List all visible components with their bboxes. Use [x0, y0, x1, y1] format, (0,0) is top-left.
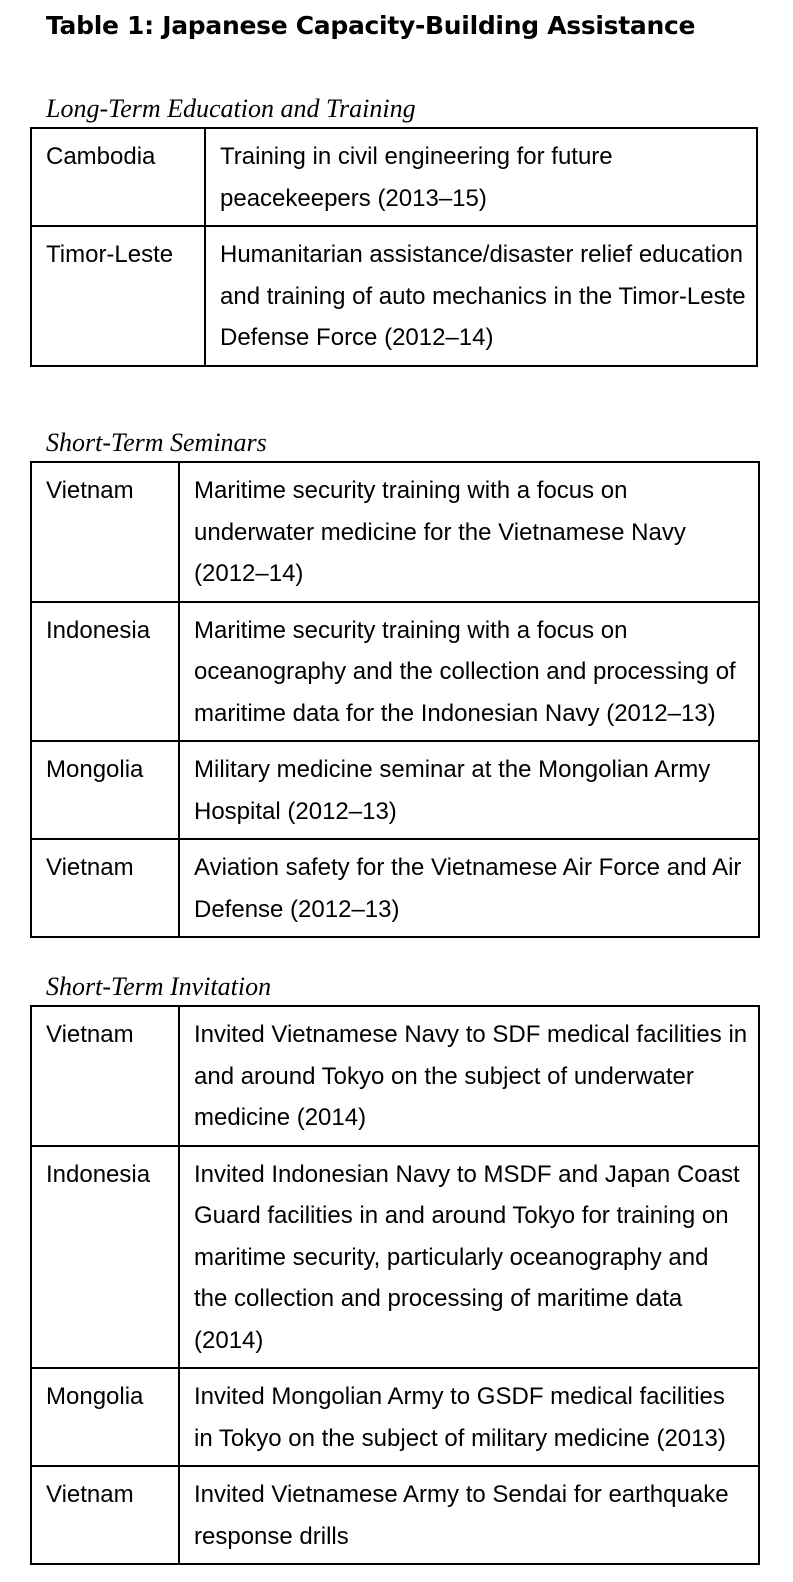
- table-row: [31, 128, 757, 226]
- table-row: [31, 602, 759, 742]
- description-cell: Invited Vietnamese Navy to SDF medical facilities in and around Tokyo on the subject of underwater medicine (2014): [179, 1006, 759, 1146]
- section-heading-short-term-seminars: Short-Term Seminars: [46, 428, 267, 457]
- description-cell: Military medicine seminar at the Mongolian Army Hospital (2012–13): [179, 741, 759, 839]
- table-short-term-invitation: [30, 1005, 760, 1565]
- table-row: [31, 1368, 759, 1466]
- description-cell: Invited Mongolian Army to GSDF medical facilities in Tokyo on the subject of military medicine (2013): [179, 1368, 759, 1466]
- description-cell: Humanitarian assistance/disaster relief education and training of auto mechanics in the Timor-Leste Defense Force (2012–14): [205, 226, 757, 366]
- country-cell: Mongolia: [31, 1368, 179, 1466]
- country-cell: Vietnam: [31, 1006, 179, 1146]
- country-cell: Vietnam: [31, 1466, 179, 1564]
- country-cell: Indonesia: [31, 602, 179, 742]
- country-cell: Indonesia: [31, 1146, 179, 1369]
- country-cell: Vietnam: [31, 462, 179, 602]
- description-cell: Maritime security training with a focus on underwater medicine for the Vietnamese Navy (2012–14): [179, 462, 759, 602]
- description-cell: Maritime security training with a focus on oceanography and the collection and processing of maritime data for the Indonesian Navy (2012–13): [179, 602, 759, 742]
- country-cell: Vietnam: [31, 839, 179, 937]
- country-cell: Mongolia: [31, 741, 179, 839]
- table-row: [31, 1006, 759, 1146]
- table-short-term-seminars: [30, 461, 760, 938]
- country-cell: Cambodia: [31, 128, 205, 226]
- table-long-term: [30, 127, 758, 367]
- table-row: [31, 741, 759, 839]
- country-cell: Timor-Leste: [31, 226, 205, 366]
- description-cell: Invited Vietnamese Army to Sendai for earthquake response drills: [179, 1466, 759, 1564]
- table-row: [31, 1466, 759, 1564]
- table-row: [31, 462, 759, 602]
- section-heading-long-term: Long-Term Education and Training: [46, 94, 416, 123]
- description-cell: Aviation safety for the Vietnamese Air Force and Air Defense (2012–13): [179, 839, 759, 937]
- table-row: [31, 1146, 759, 1369]
- description-cell: Training in civil engineering for future peacekeepers (2013–15): [205, 128, 757, 226]
- section-heading-short-term-invitation: Short-Term Invitation: [46, 972, 272, 1001]
- table-row: [31, 226, 757, 366]
- table-row: [31, 839, 759, 937]
- description-cell: Invited Indonesian Navy to MSDF and Japan Coast Guard facilities in and around Tokyo for training on maritime security, particularly oceanography and the collection and processing of maritime data (2014): [179, 1146, 759, 1369]
- table-title: Table 1: Japanese Capacity-Building Assistance: [46, 11, 696, 40]
